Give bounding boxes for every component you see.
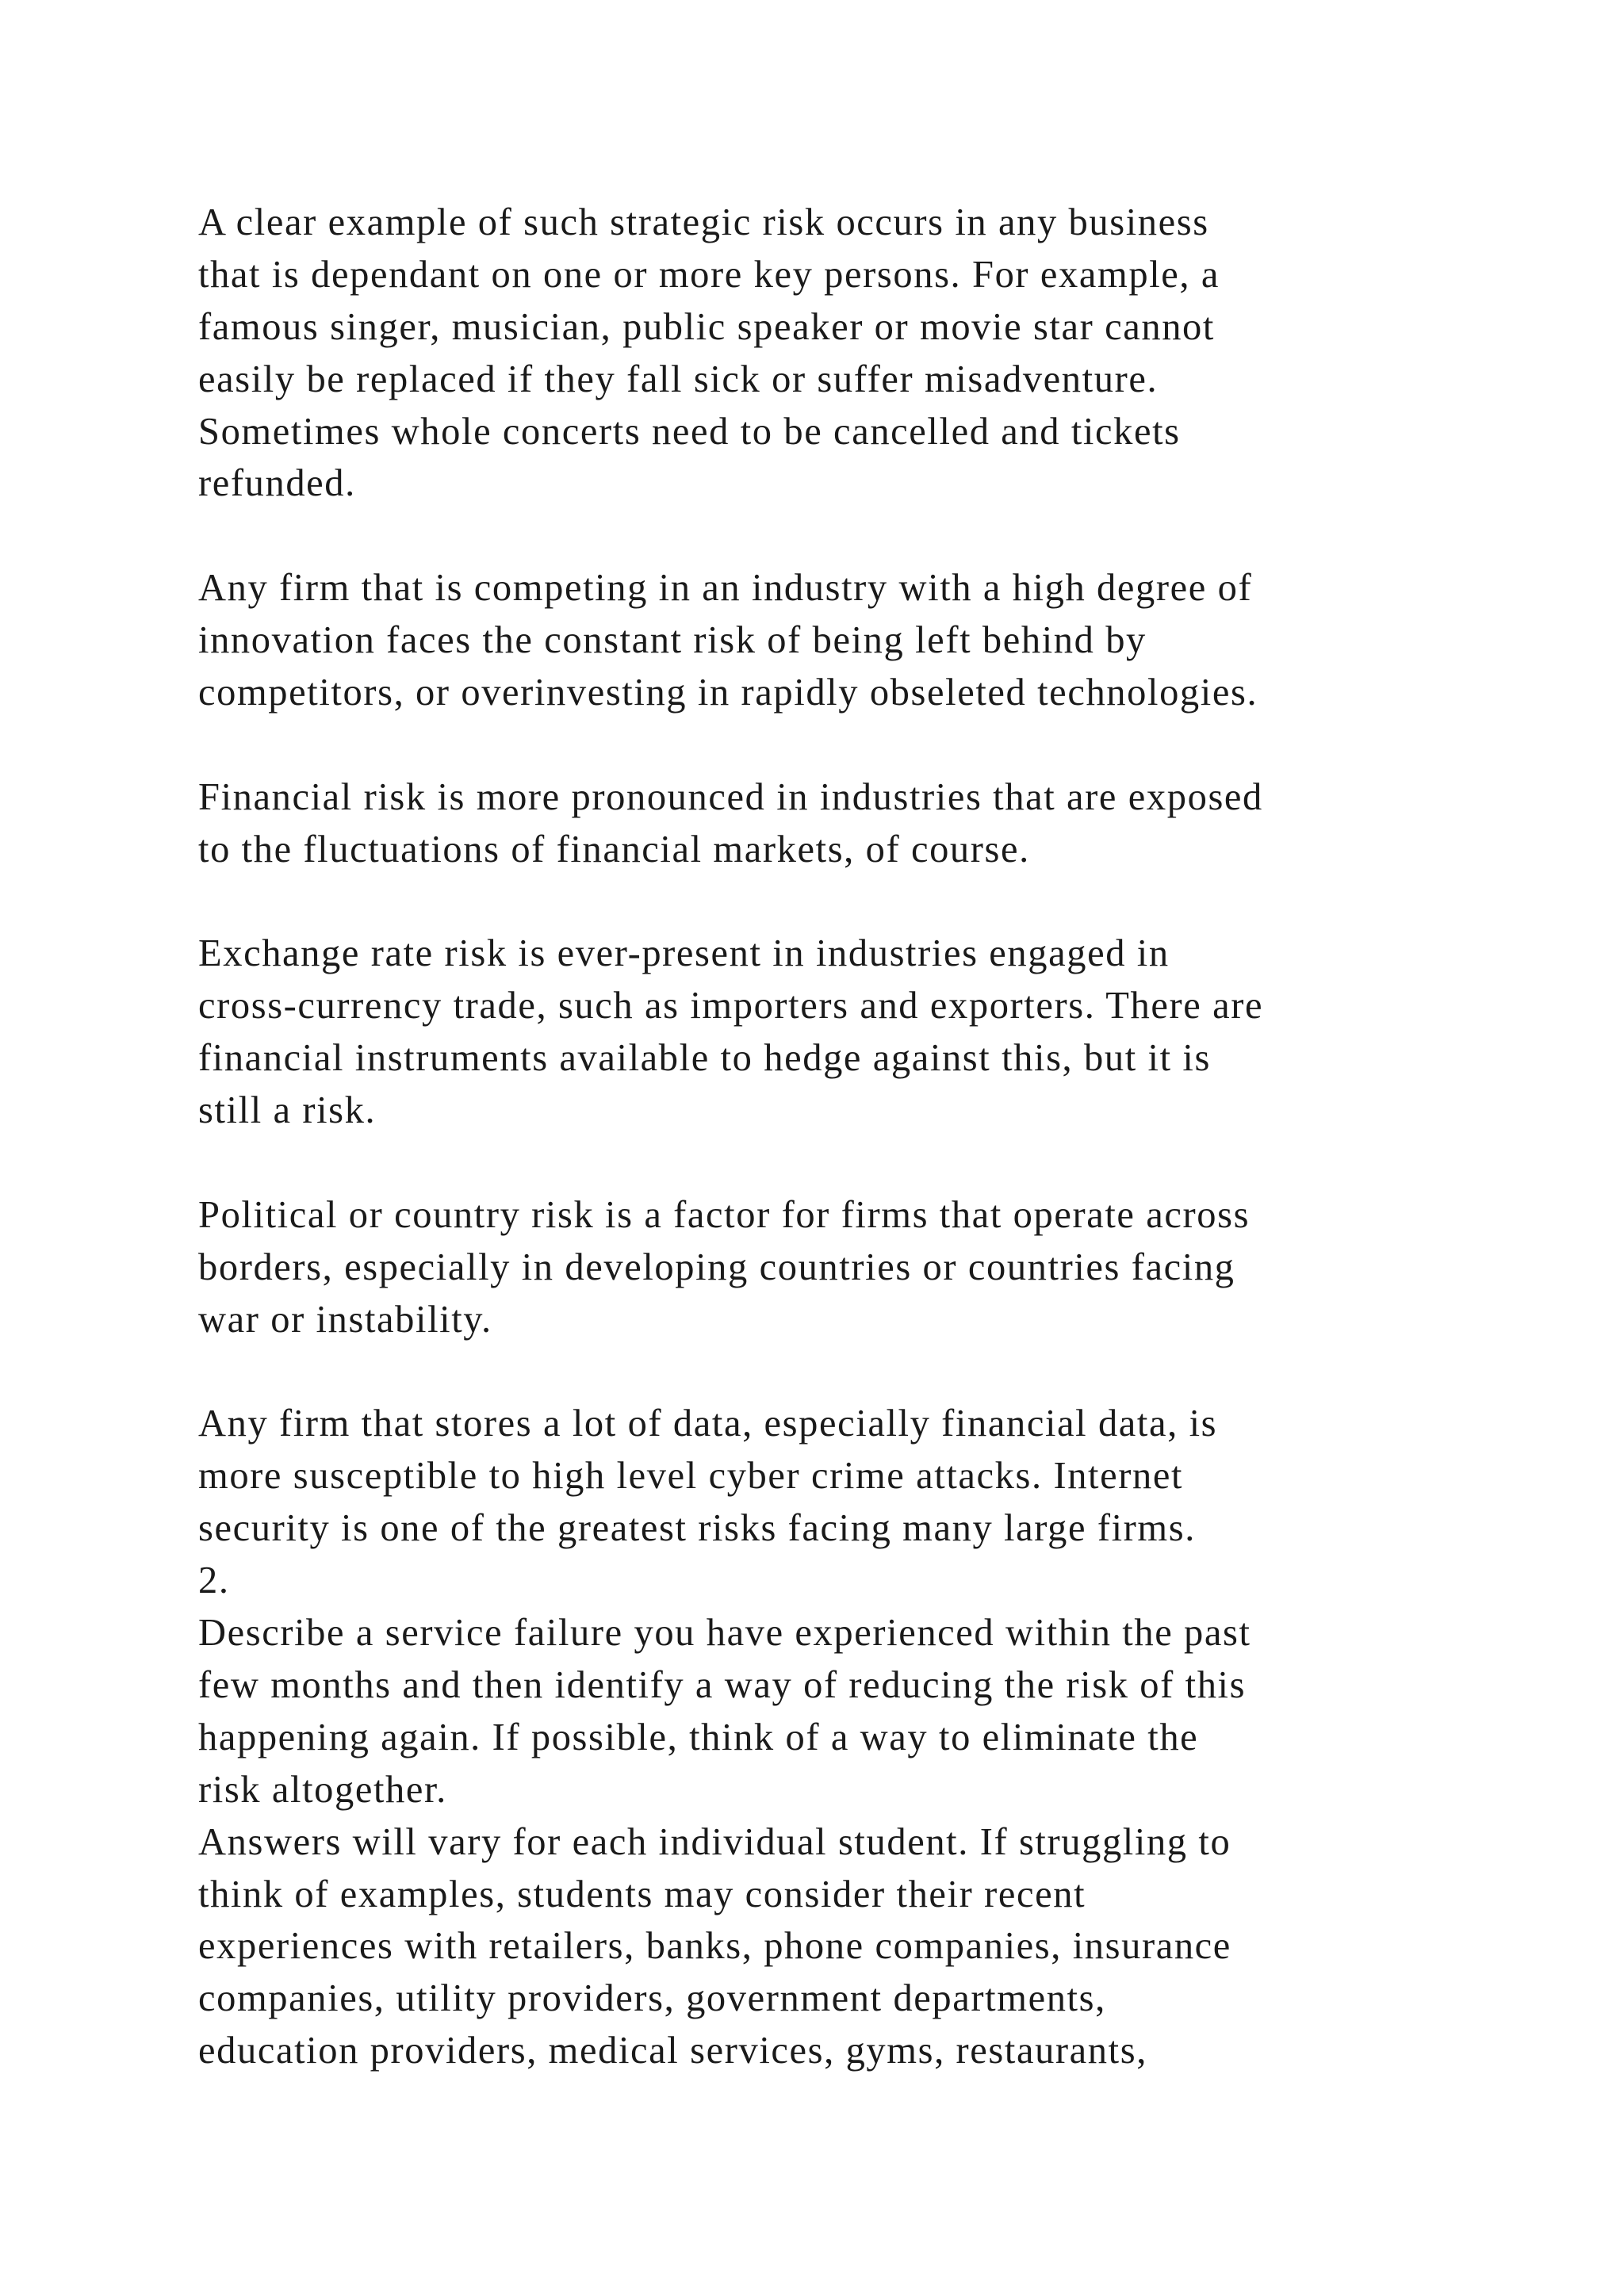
text-line: Any firm that is competing in an industry with a high degree of: [198, 567, 1253, 610]
text-line: Answers will vary for each individual student. If struggling to: [198, 1820, 1231, 1863]
text-line: happening again. If possible, think of a way to eliminate the: [198, 1716, 1199, 1758]
text-line: Political or country risk is a factor for firms that operate across: [198, 1193, 1251, 1236]
paragraph-cyber-risk: [198, 1398, 1499, 1555]
text-line: Any firm that stores a lot of data, especially financial data, is: [198, 1402, 1218, 1445]
text-line: that is dependant on one or more key persons. For example, a: [198, 253, 1220, 296]
text-line: competitors, or overinvesting in rapidly obseleted technologies.: [198, 672, 1258, 714]
text-line: security is one of the greatest risks facing many large firms.: [198, 1507, 1196, 1550]
paragraph-strategic-risk: [198, 197, 1499, 510]
text-line: education providers, medical services, gyms, restaurants,: [198, 2030, 1147, 2072]
document-body: [198, 197, 1499, 2077]
text-line: famous singer, musician, public speaker or movie star cannot: [198, 305, 1215, 348]
text-line: risk altogether.: [198, 1768, 447, 1811]
paragraph-exchange-rate-risk: [198, 928, 1499, 1137]
text-line: Exchange rate risk is ever-present in industries engaged in: [198, 932, 1170, 975]
text-line: experiences with retailers, banks, phone companies, insurance: [198, 1925, 1231, 1968]
paragraph-gap: [198, 876, 1499, 928]
text-line: innovation faces the constant risk of being left behind by: [198, 619, 1147, 662]
paragraph-innovation-risk: [198, 562, 1499, 719]
text-line: to the fluctuations of financial markets, of course.: [198, 828, 1030, 871]
text-line: think of examples, students may consider their recent: [198, 1873, 1086, 1915]
text-line: few months and then identify a way of reducing the risk of this: [198, 1663, 1247, 1706]
text-line: refunded.: [198, 462, 356, 505]
paragraph-gap: [198, 510, 1499, 562]
text-line: financial instruments available to hedge against this, but it is: [198, 1037, 1211, 1080]
paragraph-financial-risk: [198, 771, 1499, 876]
text-line: war or instability.: [198, 1298, 492, 1341]
text-line: A clear example of such strategic risk occurs in any business: [198, 201, 1209, 243]
question-number: 2.: [198, 1559, 230, 1602]
text-line: Sometimes whole concerts need to be cancelled and tickets: [198, 410, 1181, 453]
paragraph-gap: [198, 719, 1499, 771]
question-text: [198, 1607, 1499, 1816]
text-line: Describe a service failure you have experienced within the past: [198, 1612, 1251, 1655]
text-line: still a risk.: [198, 1089, 377, 1132]
paragraph-gap: [198, 1137, 1499, 1189]
text-line: companies, utility providers, government departments,: [198, 1977, 1106, 2020]
text-line: easily be replaced if they fall sick or suffer misadventure.: [198, 358, 1159, 400]
paragraph-political-risk: [198, 1189, 1499, 1346]
text-line: more susceptible to high level cyber crime attacks. Internet: [198, 1455, 1184, 1498]
text-line: Financial risk is more pronounced in industries that are exposed: [198, 775, 1263, 818]
paragraph-gap: [198, 1346, 1499, 1399]
text-line: borders, especially in developing countries or countries facing: [198, 1246, 1235, 1288]
answer-text: [198, 1816, 1499, 2077]
text-line: cross-currency trade, such as importers and exporters. There are: [198, 985, 1264, 1027]
